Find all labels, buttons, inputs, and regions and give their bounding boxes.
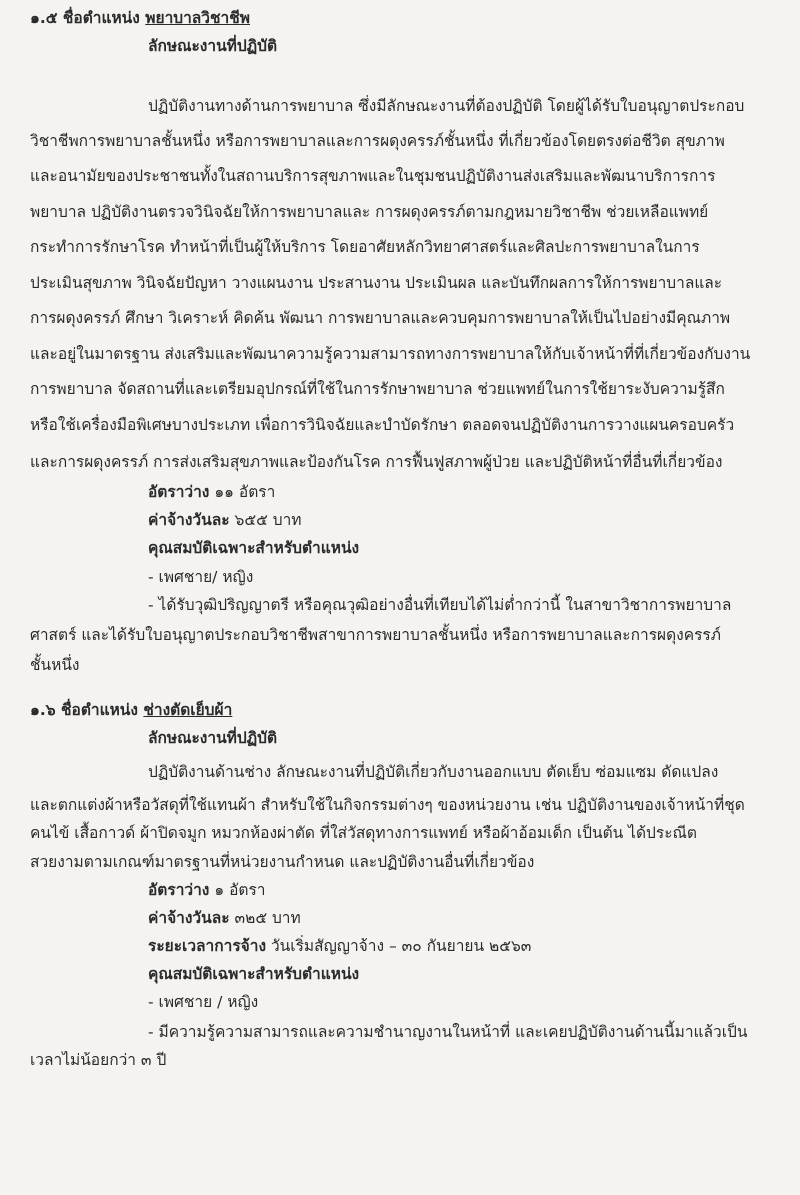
duty-line: หรือใช้เครื่องมือพิเศษบางประเภท เพื่อการวินิจฉัยและบำบัดรักษา ตลอดจนปฏิบัติงานการวางแผนครอบครัว [30, 416, 735, 434]
wage [148, 908, 301, 928]
qualification-line: - ได้รับวุฒิปริญญาตรี หรือคุณวุฒิอย่างอื่นที่เทียบได้ไม่ต่ำกว่านี้ ในสาขาวิชาการพยาบาล [148, 596, 732, 614]
wage [148, 510, 302, 530]
duty-line: สวยงามตามเกณฑ์มาตรฐานที่หน่วยงานกำหนด และปฏิบัติงานอื่นที่เกี่ยวข้อง [30, 853, 535, 871]
qualification-line: เวลาไม่น้อยกว่า ๓ ปี [30, 1051, 167, 1069]
vacancy-label: อัตราว่าง [148, 881, 210, 899]
section-number: ๑.๖ [30, 701, 56, 719]
section-number: ๑.๕ [30, 9, 58, 27]
duty-line: ปฏิบัติงานด้านช่าง ลักษณะงานที่ปฏิบัติเกี่ยวกับงานออกแบบ ตัดเย็บ ซ่อมแซม ดัดแปลง [148, 763, 719, 781]
duty-line: การพยาบาล จัดสถานที่และเตรียมอุปกรณ์ที่ใช้ในการรักษาพยาบาล ช่วยแพทย์ในการใช้ยาระงับความรู้สึก [30, 380, 725, 398]
qualification-sex: - เพศชาย / หญิง [148, 993, 259, 1011]
duty-line: วิชาชีพการพยาบาลชั้นหนึ่ง หรือการพยาบาลและการผดุงครรภ์ชั้นหนึ่ง ที่เกี่ยวข้องโดยตรงต่อชีวิต สุขภาพ [30, 132, 725, 150]
qualification-heading: คุณสมบัติเฉพาะสำหรับตำแหน่ง [148, 965, 360, 983]
qualification-sex: - เพศชาย/ หญิง [148, 568, 254, 586]
wage-value: ๓๒๕ บาท [234, 909, 301, 927]
duty-line: ปฏิบัติงานทางด้านการพยาบาล ซึ่งมีลักษณะงานที่ต้องปฏิบัติ โดยผู้ได้รับใบอนุญาตประกอบ [148, 97, 745, 115]
title-label: ชื่อตำแหน่ง [62, 9, 140, 27]
duty-heading: ลักษณะงานที่ปฏิบัติ [148, 729, 278, 747]
period-value: วันเริ่มสัญญาจ้าง – ๓๐ กันยายน ๒๕๖๓ [270, 937, 532, 955]
duty-line: กระทำการรักษาโรค ทำหน้าที่เป็นผู้ให้บริการ โดยอาศัยหลักวิทยาศาสตร์และศิลปะการพยาบาลในการ [30, 238, 700, 256]
position-title: พยาบาลวิชาชีพ [145, 9, 250, 27]
title-label: ชื่อตำแหน่ง [60, 701, 138, 719]
qualification-line: ศาสตร์ และได้รับใบอนุญาตประกอบวิชาชีพสาขาการพยาบาลชั้นหนึ่ง หรือการพยาบาลและการผดุงครรภ์ [30, 626, 721, 644]
vacancy-value: ๑ อัตรา [214, 881, 266, 899]
duty-line: และอนามัยของประชาชนทั้งในสถานบริการสุขภาพและในชุมชนปฏิบัติงานส่งเสริมและพัฒนาบริการการ [30, 167, 716, 185]
duty-line: และการผดุงครรภ์ การส่งเสริมสุขภาพและป้องกันโรค การฟื้นฟูสภาพผู้ป่วย และปฏิบัติหน้าที่อื่นที่เกี่ยวข้อง [30, 453, 723, 471]
duty-line: ประเมินสุขภาพ วินิจฉัยปัญหา วางแผนงาน ประสานงาน ประเมินผล และบันทึกผลการให้การพยาบาลและ [30, 274, 723, 292]
qualification-line: - มีความรู้ความสามารถและความชำนาญงานในหน้าที่ และเคยปฏิบัติงานด้านนี้มาแล้วเป็น [148, 1023, 748, 1041]
vacancy [148, 482, 275, 502]
qualification-line: ชั้นหนึ่ง [30, 656, 80, 674]
employment-period [148, 936, 531, 956]
section-heading-1-5 [30, 8, 250, 28]
vacancy-value: ๑๑ อัตรา [214, 483, 276, 501]
vacancy-label: อัตราว่าง [148, 483, 210, 501]
duty-heading: ลักษณะงานที่ปฏิบัติ [148, 37, 278, 55]
period-label: ระยะเวลาการจ้าง [148, 937, 267, 955]
duty-line: พยาบาล ปฏิบัติงานตรวจวินิจฉัยให้การพยาบาลและ การผดุงครรภ์ตามกฎหมายวิชาชีพ ช่วยเหลือแพทย์ [30, 203, 709, 221]
wage-value: ๖๕๕ บาท [234, 511, 302, 529]
position-title: ช่างตัดเย็บผ้า [143, 701, 233, 719]
vacancy [148, 880, 266, 900]
duty-line: การผดุงครรภ์ ศึกษา วิเคราะห์ คิดค้น พัฒนา การพยาบาลและควบคุมการพยาบาลให้เป็นไปอย่างมีคุณภาพ [30, 309, 731, 327]
duty-line: คนไข้ เสื้อกาวด์ ผ้าปิดจมูก หมวกห้องผ่าตัด ที่ใส่วัสดุทางการแพทย์ หรือผ้าอ้อมเด็ก เป็นต้น ได้ประณีต [30, 824, 697, 842]
wage-label: ค่าจ้างวันละ [148, 511, 230, 529]
duty-line: และตกแต่งผ้าหรือวัสดุที่ใช้แทนผ้า สำหรับใช้ในกิจกรรมต่างๆ ของหน่วยงาน เช่น ปฏิบัติงานของเจ้าหน้าที่ชุด [30, 796, 745, 814]
qualification-heading: คุณสมบัติเฉพาะสำหรับตำแหน่ง [148, 539, 360, 557]
wage-label: ค่าจ้างวันละ [148, 909, 230, 927]
duty-line: และอยู่ในมาตรฐาน ส่งเสริมและพัฒนาความรู้ความสามารถทางการพยาบาลให้กับเจ้าหน้าที่ที่เกี่ยวข้องกับงาน [30, 345, 751, 363]
section-heading-1-6 [30, 700, 232, 720]
